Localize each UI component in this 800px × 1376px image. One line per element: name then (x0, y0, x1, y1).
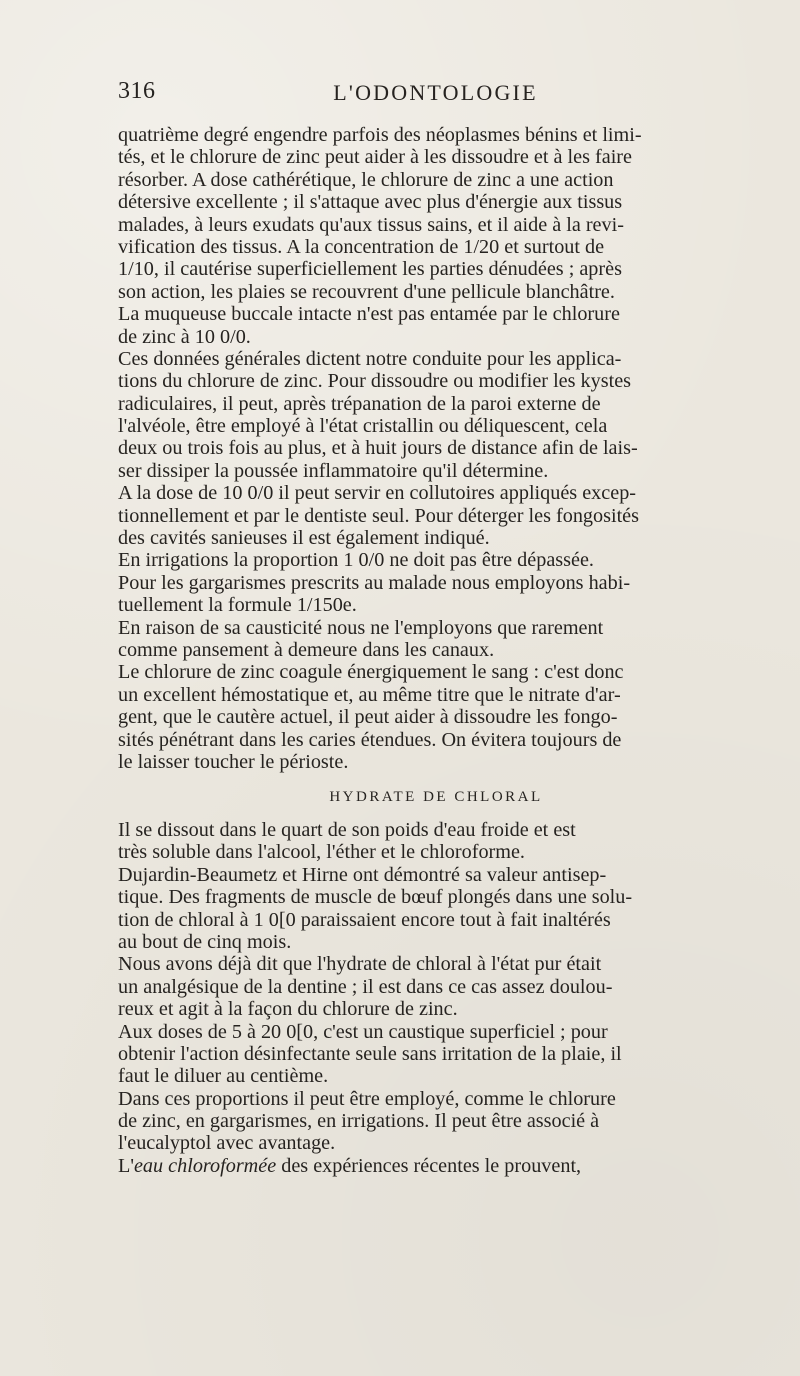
text-line: tions du chlorure de zinc. Pour dissoudre ou modifier les kystes (118, 370, 632, 393)
text-line: obtenir l'action désinfectante seule sans irritation de la plaie, il (118, 1042, 622, 1065)
text-line: Nous avons déjà dit que l'hydrate de chloral à l'état pur était (118, 953, 602, 976)
text-line: de zinc à 10 0/0. (118, 325, 251, 348)
text-line: des cavités sanieuses il est également indiqué. (118, 527, 490, 550)
page-number: 316 (118, 78, 156, 104)
text-line: très soluble dans l'alcool, l'éther et le chloroforme. (118, 841, 525, 864)
text-line: résorber. A dose cathérétique, le chlorure de zinc a une action (118, 168, 614, 191)
text-line: tionnellement et par le dentiste seul. Pour déterger les fongosités (118, 504, 640, 527)
paragraph-1 (118, 124, 754, 348)
page-header (118, 78, 753, 110)
text-line: vification des tissus. A la concentration de 1/20 et surtout de (118, 235, 605, 258)
paragraph-3 (118, 482, 754, 549)
text-line: tuellement la formule 1/150e. (118, 594, 357, 617)
text-line: détersive excellente ; il s'attaque avec plus d'énergie aux tissus (118, 191, 623, 214)
section-body-text (118, 819, 754, 1177)
section-paragraph-1 (118, 819, 754, 864)
text-line: Il se dissout dans le quart de son poids d'eau froide et est (118, 819, 576, 841)
paragraph-5 (118, 617, 754, 662)
text-line: tés, et le chlorure de zinc peut aider à les dissoudre et à les faire (118, 146, 632, 169)
paragraph-2 (118, 348, 754, 482)
text-line: Dujardin-Beaumetz et Hirne ont démontré sa valeur antisep- (118, 863, 607, 886)
text-line: de zinc, en gargarismes, en irrigations. Il peut être associé à (118, 1110, 600, 1133)
text-line: deux ou trois fois au plus, et à huit jours de distance afin de lais- (118, 437, 638, 460)
text-line: malades, à leurs exudats qu'aux tissus sains, et il aide à la revi- (118, 213, 624, 236)
paragraph-6 (118, 661, 754, 773)
main-body-text (118, 124, 754, 773)
text-line: radiculaires, il peut, après trépanation de la paroi externe de (118, 392, 601, 415)
text-line: l'alvéole, être employé à l'état cristallin ou déliquescent, cela (118, 415, 608, 438)
text-line: A la dose de 10 0/0 il peut servir en collutoires appliqués excep- (118, 482, 637, 505)
text-line: le laisser toucher le périoste. (118, 750, 349, 773)
paragraph-4 (118, 549, 754, 616)
section-paragraph-4 (118, 1021, 754, 1088)
text-line: Dans ces proportions il peut être employé, comme le chlorure (118, 1087, 616, 1110)
last-line (118, 1155, 754, 1177)
text-line: quatrième degré engendre parfois des néoplasmes bénins et limi- (118, 124, 642, 146)
last-line-italic-phrase: eau chloroformée (133, 1154, 277, 1177)
text-line: Pour les gargarismes prescrits au malade nous employons habi- (118, 571, 631, 594)
text-line: l'eucalyptol avec avantage. (118, 1132, 336, 1155)
text-line: Aux doses de 5 à 20 0[0, c'est un caustique superficiel ; pour (118, 1020, 608, 1043)
text-line: Le chlorure de zinc coagule énergiquement le sang : c'est donc (118, 661, 624, 684)
text-line: tique. Des fragments de muscle de bœuf plongés dans une solu- (118, 886, 633, 909)
text-line: gent, que le cautère actuel, il peut aider à dissoudre les fongo- (118, 706, 618, 729)
text-line: tion de chloral à 1 0[0 paraissaient encore tout à fait inaltérés (118, 908, 611, 931)
text-line: faut le diluer au centième. (118, 1065, 329, 1088)
text-line: sités pénétrant dans les caries étendues. On évitera toujours de (118, 728, 622, 751)
text-line: Ces données générales dictent notre conduite pour les applica- (118, 347, 622, 370)
text-line: un excellent hémostatique et, au même titre que le nitrate d'ar- (118, 683, 621, 706)
section-paragraph-2 (118, 864, 754, 954)
text-line: au bout de cinq mois. (118, 930, 292, 953)
text-line: La muqueuse buccale intacte n'est pas entamée par le chlorure (118, 303, 620, 326)
last-line-prefix: L' (118, 1154, 134, 1177)
section-paragraph-3 (118, 953, 754, 1020)
last-line-suffix: des expériences récentes le prouvent, (276, 1154, 582, 1177)
running-title: L'ODONTOLOGIE (333, 80, 538, 105)
section-heading: HYDRATE DE CHLORAL (329, 789, 543, 805)
text-line: son action, les plaies se recouvrent d'une pellicule blanchâtre. (118, 280, 615, 303)
text-line: En irrigations la proportion 1 0/0 ne doit pas être dépassée. (118, 549, 594, 572)
text-line: 1/10, il cautérise superficiellement les parties dénudées ; après (118, 258, 622, 281)
text-line: reux et agit à la façon du chlorure de zinc. (118, 998, 458, 1021)
text-line: En raison de sa causticité nous ne l'employons que rarement (118, 616, 604, 639)
text-line: un analgésique de la dentine ; il est dans ce cas assez doulou- (118, 975, 613, 998)
text-line: ser dissiper la poussée inflammatoire qu'il détermine. (118, 459, 549, 482)
section-paragraph-5 (118, 1088, 754, 1155)
text-line: comme pansement à demeure dans les canaux. (118, 638, 495, 661)
